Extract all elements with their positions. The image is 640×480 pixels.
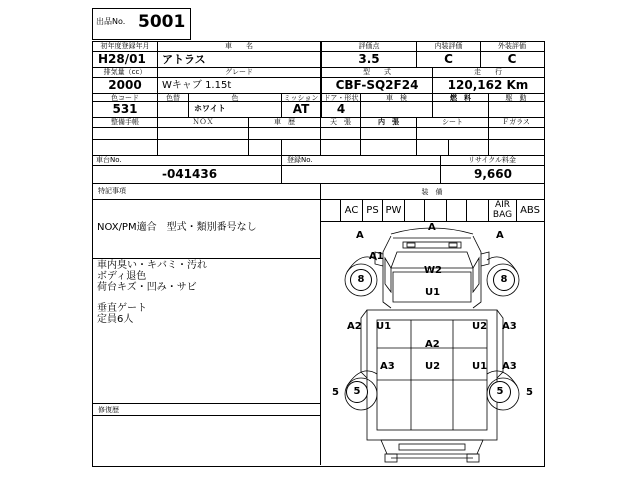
damage-circle-left-top: 8 xyxy=(350,269,372,291)
label-f-glass: Ｆガラス xyxy=(502,118,530,126)
value-grade: Wキャブ 1.15t xyxy=(162,80,232,91)
damage-u1-left: U1 xyxy=(376,321,392,332)
damage-w2: W2 xyxy=(424,265,442,276)
value-transmission: AT xyxy=(292,102,310,116)
equipment-title: 装 備 xyxy=(421,188,443,196)
damage-a-top-left: A xyxy=(356,230,364,241)
label-displacement: 排気量（cc） xyxy=(103,68,147,76)
label-maintenance: 整備手帳 xyxy=(111,118,139,126)
label-mileage: 走 行 xyxy=(474,68,502,76)
label-score: 評価点 xyxy=(358,42,380,50)
note-line-4: 荷台キズ・凹み・サビ xyxy=(97,282,197,293)
label-seat: シート xyxy=(442,118,463,126)
lot-label: 出品No. xyxy=(96,17,126,26)
damage-a-top-right: A xyxy=(496,230,504,241)
damage-a3-left: A3 xyxy=(380,361,395,372)
label-color-code: 色コード xyxy=(111,94,139,102)
damage-u1-center: U1 xyxy=(425,287,441,298)
label-history: 車 歴 xyxy=(274,118,295,126)
damage-circle-left-bottom: 5 xyxy=(346,381,368,403)
repair-title: 修復歴 xyxy=(98,406,119,414)
damage-five-right-outer: 5 xyxy=(526,387,533,398)
label-fuel: 燃 料 xyxy=(450,94,471,102)
value-chassis: -041436 xyxy=(162,167,218,181)
damage-circle-right-bottom: 5 xyxy=(489,381,511,403)
label-recycle: リサイクル料金 xyxy=(467,156,517,164)
value-recycle: 9,660 xyxy=(474,167,512,181)
label-grade: グレード xyxy=(225,68,253,76)
damage-a3-right-bottom: A3 xyxy=(502,361,517,372)
label-color-no: 色替 xyxy=(166,94,180,102)
value-doors: 4 xyxy=(336,102,346,116)
note-line-6: 定員6人 xyxy=(97,314,134,325)
damage-a2-left: A2 xyxy=(347,321,362,332)
value-color: ホワイト xyxy=(194,104,226,113)
damage-u2-center: U2 xyxy=(425,361,441,372)
value-interior: C xyxy=(444,52,453,66)
damage-five-left-outer: 5 xyxy=(332,387,339,398)
lot-number: 5001 xyxy=(138,12,186,32)
value-exterior: C xyxy=(507,52,517,66)
equip-airbag-bag: BAG xyxy=(492,210,513,220)
label-drive: 駆 動 xyxy=(505,94,527,102)
label-doors: ドア・形状 xyxy=(323,94,359,102)
equip-airbag-air: AIR xyxy=(494,200,511,210)
note-line-3: ボディ退色 xyxy=(97,271,147,282)
damage-a1: A1 xyxy=(369,251,384,262)
damage-a3-right-top: A3 xyxy=(502,321,517,332)
damage-circle-right-top: 8 xyxy=(493,269,515,291)
note-line-5: 垂直ゲート xyxy=(97,303,147,314)
value-mileage: 120,162 Km xyxy=(447,78,529,92)
label-type: 型 式 xyxy=(363,68,391,76)
value-model-name: アトラス xyxy=(162,53,206,66)
note-line-2: 車内臭い・キバミ・汚れ xyxy=(97,260,207,271)
damage-u1-right: U1 xyxy=(472,361,488,372)
label-chassis: 車台No. xyxy=(96,156,122,164)
value-color-code: 531 xyxy=(112,102,138,116)
label-sunroof: 天 張 xyxy=(330,118,351,126)
label-first-reg: 初年度登録年月 xyxy=(100,42,150,50)
damage-a-top-center: A xyxy=(428,222,436,233)
label-transmission: ミッション xyxy=(283,94,319,102)
equip-pw: PW xyxy=(385,205,402,216)
label-interior: 内装評価 xyxy=(434,42,463,50)
note-line-1: NOX/PM適合 型式・類別番号なし xyxy=(97,222,257,233)
label-exterior: 外装評価 xyxy=(498,42,526,50)
value-displacement: 2000 xyxy=(108,78,142,92)
label-inspection: 車 検 xyxy=(386,94,407,102)
value-first-reg: H28/01 xyxy=(98,52,146,66)
label-nox: ＮＯＸ xyxy=(192,118,214,126)
equip-abs: ABS xyxy=(520,205,540,216)
label-interior-trim: 内 張 xyxy=(378,118,399,126)
label-registration: 登録No. xyxy=(287,156,313,164)
value-type: CBF-SQ2F24 xyxy=(335,78,419,92)
label-model-name: 車 名 xyxy=(225,42,253,50)
value-score: 3.5 xyxy=(358,52,380,66)
notes-title: 特記事項 xyxy=(98,187,126,195)
damage-u2-right: U2 xyxy=(472,321,488,332)
damage-a2-center: A2 xyxy=(425,339,440,350)
label-color: 色 xyxy=(231,94,239,102)
equip-ac: AC xyxy=(344,205,359,216)
equip-ps: PS xyxy=(366,205,379,216)
